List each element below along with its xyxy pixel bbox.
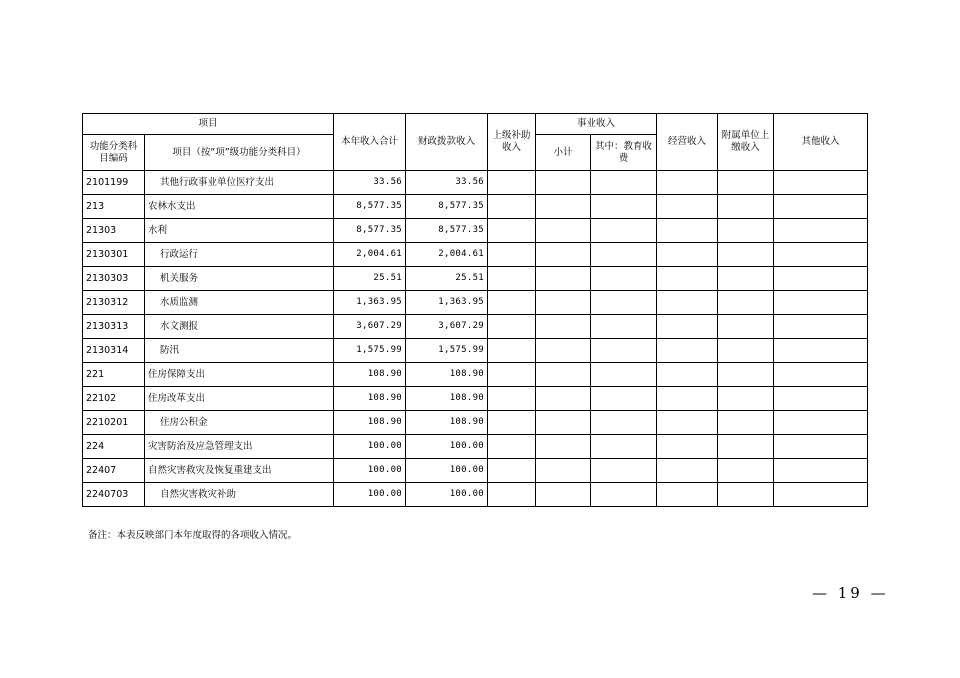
header-education-fee: 其中：教育收费 [591,135,657,171]
fiscal-cell: 8,577.35 [406,195,488,219]
fiscal-cell: 100.00 [406,483,488,507]
name-text: 其他行政事业单位医疗支出 [160,177,275,188]
operating-cell [657,267,718,291]
fiscal-cell: 1,363.95 [406,291,488,315]
table-row [83,195,868,219]
superior-subsidy-cell [488,267,536,291]
name-cell [145,195,334,219]
code-cell: 213 [83,195,145,219]
name-cell [145,363,334,387]
code-cell: 2240703 [83,483,145,507]
superior-subsidy-cell [488,195,536,219]
operating-cell [657,339,718,363]
operating-cell [657,171,718,195]
affiliated-cell [718,435,774,459]
table-row [83,483,868,507]
fiscal-cell: 1,575.99 [406,339,488,363]
total-cell: 3,607.29 [334,315,406,339]
education-fee-cell [591,363,657,387]
affiliated-cell [718,171,774,195]
fiscal-cell: 33.56 [406,171,488,195]
name-cell [145,339,334,363]
total-cell: 8,577.35 [334,219,406,243]
other-cell [774,459,868,483]
superior-subsidy-cell [488,339,536,363]
subtotal-cell [536,195,591,219]
page-number: — 19 — [812,584,889,602]
fiscal-cell: 100.00 [406,459,488,483]
fiscal-cell: 8,577.35 [406,219,488,243]
operating-cell [657,459,718,483]
other-cell [774,243,868,267]
subtotal-cell [536,387,591,411]
total-cell: 1,363.95 [334,291,406,315]
fiscal-cell: 3,607.29 [406,315,488,339]
affiliated-cell [718,291,774,315]
name-text: 住房公积金 [160,417,208,428]
education-fee-cell [591,315,657,339]
header-superior-subsidy: 上级补助收入 [488,114,536,171]
superior-subsidy-cell [488,483,536,507]
operating-cell [657,195,718,219]
affiliated-cell [718,387,774,411]
table-body [83,171,868,507]
superior-subsidy-cell [488,243,536,267]
other-cell [774,291,868,315]
superior-subsidy-cell [488,219,536,243]
name-text: 住房保障支出 [148,369,206,380]
name-text: 灾害防治及应急管理支出 [148,441,253,452]
header-total: 本年收入合计 [334,114,406,171]
table-row [83,339,868,363]
name-cell [145,387,334,411]
affiliated-cell [718,195,774,219]
subtotal-cell [536,411,591,435]
header-business-group: 事业收入 [536,114,657,135]
subtotal-cell [536,291,591,315]
header-item-group: 项目 [83,114,334,135]
fiscal-cell: 108.90 [406,363,488,387]
fiscal-cell: 108.90 [406,411,488,435]
table-row [83,243,868,267]
table-row [83,171,868,195]
income-table-container [82,113,867,507]
subtotal-cell [536,363,591,387]
other-cell [774,267,868,291]
table-row [83,219,868,243]
total-cell: 100.00 [334,483,406,507]
fiscal-cell: 25.51 [406,267,488,291]
table-row [83,459,868,483]
header-affiliated: 附属单位上缴收入 [718,114,774,171]
header-code: 功能分类科目编码 [83,135,145,171]
code-cell: 22102 [83,387,145,411]
education-fee-cell [591,387,657,411]
name-cell [145,435,334,459]
code-cell: 221 [83,363,145,387]
name-text: 水质监测 [160,297,199,308]
superior-subsidy-cell [488,459,536,483]
operating-cell [657,243,718,267]
education-fee-cell [591,291,657,315]
name-cell [145,219,334,243]
affiliated-cell [718,219,774,243]
name-text: 水利 [148,225,168,236]
other-cell [774,483,868,507]
table-row [83,411,868,435]
name-text: 农林水支出 [148,201,196,212]
other-cell [774,315,868,339]
total-cell: 100.00 [334,435,406,459]
education-fee-cell [591,339,657,363]
name-text: 住房改革支出 [148,393,206,404]
other-cell [774,219,868,243]
header-fiscal: 财政拨款收入 [406,114,488,171]
code-cell: 2130314 [83,339,145,363]
superior-subsidy-cell [488,387,536,411]
table-row [83,315,868,339]
name-text: 自然灾害救灾补助 [160,489,237,500]
name-cell [145,267,334,291]
total-cell: 25.51 [334,267,406,291]
code-cell: 2130312 [83,291,145,315]
other-cell [774,387,868,411]
table-row [83,267,868,291]
table-note: 备注：本表反映部门本年度取得的各项收入情况。 [88,530,298,541]
table-row [83,291,868,315]
superior-subsidy-cell [488,291,536,315]
fiscal-cell: 108.90 [406,387,488,411]
fiscal-cell: 100.00 [406,435,488,459]
code-cell: 22407 [83,459,145,483]
name-text: 行政运行 [160,249,199,260]
total-cell: 2,004.61 [334,243,406,267]
name-cell [145,483,334,507]
code-cell: 224 [83,435,145,459]
affiliated-cell [718,315,774,339]
education-fee-cell [591,267,657,291]
education-fee-cell [591,219,657,243]
code-cell: 2101199 [83,171,145,195]
code-cell: 21303 [83,219,145,243]
fiscal-cell: 2,004.61 [406,243,488,267]
superior-subsidy-cell [488,435,536,459]
education-fee-cell [591,411,657,435]
subtotal-cell [536,459,591,483]
affiliated-cell [718,243,774,267]
other-cell [774,435,868,459]
header-other: 其他收入 [774,114,868,171]
operating-cell [657,219,718,243]
subtotal-cell [536,171,591,195]
other-cell [774,363,868,387]
operating-cell [657,435,718,459]
name-cell [145,291,334,315]
subtotal-cell [536,339,591,363]
header-subtotal: 小计 [536,135,591,171]
operating-cell [657,411,718,435]
total-cell: 108.90 [334,363,406,387]
total-cell: 33.56 [334,171,406,195]
table-row [83,363,868,387]
education-fee-cell [591,243,657,267]
education-fee-cell [591,171,657,195]
name-text: 防汛 [160,345,180,356]
code-cell: 2130301 [83,243,145,267]
header-name: 项目（按“项”级功能分类科目） [145,135,334,171]
name-cell [145,411,334,435]
education-fee-cell [591,459,657,483]
table-row [83,435,868,459]
total-cell: 8,577.35 [334,195,406,219]
affiliated-cell [718,483,774,507]
name-text: 机关服务 [160,273,199,284]
education-fee-cell [591,195,657,219]
header-operating: 经营收入 [657,114,718,171]
name-cell [145,171,334,195]
operating-cell [657,387,718,411]
code-cell: 2130303 [83,267,145,291]
subtotal-cell [536,243,591,267]
total-cell: 108.90 [334,411,406,435]
name-text: 自然灾害救灾及恢复重建支出 [148,465,272,476]
affiliated-cell [718,363,774,387]
other-cell [774,171,868,195]
affiliated-cell [718,459,774,483]
superior-subsidy-cell [488,363,536,387]
operating-cell [657,315,718,339]
name-cell [145,243,334,267]
name-cell [145,459,334,483]
superior-subsidy-cell [488,171,536,195]
name-text: 水文测报 [160,321,199,332]
education-fee-cell [591,435,657,459]
superior-subsidy-cell [488,411,536,435]
total-cell: 100.00 [334,459,406,483]
name-cell [145,315,334,339]
affiliated-cell [718,411,774,435]
code-cell: 2210201 [83,411,145,435]
other-cell [774,195,868,219]
other-cell [774,411,868,435]
operating-cell [657,363,718,387]
operating-cell [657,291,718,315]
other-cell [774,339,868,363]
superior-subsidy-cell [488,315,536,339]
subtotal-cell [536,435,591,459]
affiliated-cell [718,267,774,291]
table-header [83,114,868,171]
education-fee-cell [591,483,657,507]
table-row [83,387,868,411]
total-cell: 1,575.99 [334,339,406,363]
operating-cell [657,483,718,507]
income-table [82,113,868,507]
subtotal-cell [536,483,591,507]
subtotal-cell [536,267,591,291]
subtotal-cell [536,219,591,243]
affiliated-cell [718,339,774,363]
subtotal-cell [536,315,591,339]
total-cell: 108.90 [334,387,406,411]
code-cell: 2130313 [83,315,145,339]
